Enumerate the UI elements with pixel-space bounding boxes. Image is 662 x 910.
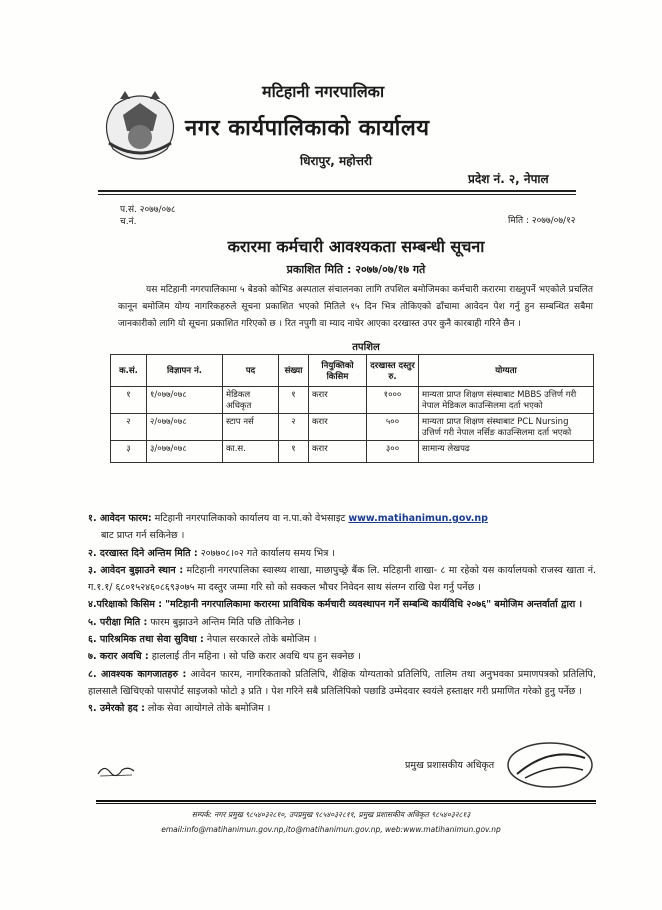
cell-type: करार [309,414,367,441]
cell-fee: ५०० [367,414,419,441]
note-text: २०७७०८।०२ गते कार्यालय समय भित्र । [200,547,335,559]
note-text: नेपाल सरकारले तोके बमोजिम । [206,634,317,646]
note-text: लोक सेवा आयोगले तोके बमोजिम । [147,703,271,715]
vacancy-table [110,354,594,463]
note-label: ३. आवेदन बुझाउने स्थान : [88,564,184,576]
note-label: ४.परिक्षाको किसिम : [88,599,163,611]
note-text: फारम बुझाउने अन्तिम मिति पछि तोकिनेछ । [150,616,301,628]
cell-count: २ [279,414,309,441]
col-header-type: नियुक्तिको किसिम [309,355,367,387]
cell-post: का.स. [223,441,279,463]
nepal-emblem-icon [95,85,185,173]
note-text: मटिहानी नगरपालिका स्वास्थ्य शाखा, माछापुच्छ्रे बैंक लि. मटिहानी शाखा- ८ मा रहेको यस कार्यालयको राजस्व खाता नं. ग.१.१/ ६८०१५२४६०८६९३०७५ मा दस्तुर जम्मा गरि सो को सक्कल भौचर निवेदन साथ संलग्न राखि पेश गर्नु पर्नेछ । [88,564,596,594]
header-divider-thin [98,194,576,195]
cell-count: १ [279,387,309,414]
col-header-post: पद [223,355,279,387]
office-name: नगर कार्यपालिकाको कार्यालय [185,116,430,141]
footer-contact: सम्पर्क: नगर प्रमुख ९८५४०३२८१०, उपप्रमुख ९८५४०३२८११, प्रमुख प्रशासकीय अधिकृत ९८५४०३२८१३ [191,810,471,819]
note-item [88,648,596,665]
footer-email: email:info@matihanimun.gov.np,ito@matihanimun.gov.np, web:www.matihanimun.gov.np [161,825,501,834]
col-header-sn: क.सं. [111,355,147,387]
note-item [88,545,596,562]
footer-divider-thin [96,803,596,804]
cell-post: स्टाप नर्स [223,414,279,441]
cell-type: करार [309,387,367,414]
municipality-name: मटिहानी नगरपालिका [262,82,385,101]
official-stamp-icon [505,740,595,790]
table-row [111,414,594,441]
note-text: हाललाई तीन महिना । सो पछि करार अवधि थप हुन सक्नेछ । [151,651,361,663]
col-header-count: संख्या [279,355,309,387]
col-header-ad-no: विज्ञापन नं. [147,355,223,387]
cell-ad-no: ३/०७७/०७८ [147,441,223,463]
note-text: मटिहानी नगरपालिकाको कार्यालय वा न.पा.को वेभसाइट [154,513,346,524]
cell-post: मेडिकल अधिकृत [223,387,279,414]
note-label: ६. पारिश्रमिक तथा सेवा सुविधा : [88,634,204,646]
table-row [111,441,594,463]
office-location: धिरापुर, महोत्तरी [300,154,372,168]
note-text-cont: बाट प्राप्त गर्न सकिनेछ । [101,530,185,542]
cell-sn: १ [111,387,147,414]
website-link[interactable]: www.matihanimun.gov.np [348,513,488,524]
note-text: आवेदन फारम, नागरिकताको प्रतिलिपि, शैक्षिक योग्यताको प्रतिलिपि, तालिम तथा अनुभवका प्रमाणपत्रको प्रतिलिपि, हालसालै खिचिएको पासपोर्ट साइजको फोटो ३ प्रति । पेश गरिने सबै प्रतिलिपिको पछाडि उम्मेदवार स्वयंले हस्ताक्षर गरी प्रमाणित गरेको हुनु पर्नेछ । [88,668,596,697]
notes-list [88,510,596,718]
table-row [111,387,594,414]
note-label: १. आवेदन फारम: [88,513,152,524]
note-label: ७. करार अवधि : [88,651,149,663]
note-text: "मटिहानी नगरपालिकामा करारमा प्राविधिक कर्मचारी व्यवस्थापन गर्ने सम्बन्धि कार्यविधि २०७६" बमोजिम अन्तर्वार्ता द्वारा । [165,599,583,611]
note-label: ५. परीक्षा मिति : [88,616,148,628]
note-item [88,614,596,631]
note-label: २. दरखास्त दिने अन्तिम मिति : [88,547,198,559]
letter-date: मिति : २०७७/०७/१२ [508,216,576,226]
note-item [88,666,596,701]
published-date: प्रकाशित मिति : २०७७/०७/१७ गते [286,263,426,276]
cell-fee: १००० [367,387,419,414]
cell-ad-no: १/०७७/०७८ [147,387,223,414]
cell-qualification: सामान्य लेखपढ [419,441,594,463]
footer-divider [96,800,596,802]
cell-count: १ [279,441,309,463]
note-item [88,510,596,545]
cell-sn: २ [111,414,147,441]
col-header-qualification: योग्यता [419,355,594,387]
table-header-row [111,355,594,387]
note-label: ९. उमेरको हद : [88,703,145,715]
signatory-title: प्रमुख प्रशासकीय अधिकृत [405,760,495,771]
notice-body [118,282,593,333]
col-header-fee: दरखास्त दस्तुर रु. [367,355,419,387]
table-caption: तपशिल [352,342,380,353]
province-label: प्रदेश नं. २, नेपाल [468,172,549,186]
initial-signature-icon [96,762,138,778]
cell-qualification: मान्यता प्राप्त शिक्षण संस्थाबाट MBBS उत्तिर्ण गरी नेपाल मेडिकल काउन्सिलमा दर्ता भएको [419,387,594,414]
note-item [88,562,596,597]
cell-ad-no: २/०७७/०७८ [147,414,223,441]
header-divider [98,190,576,192]
notice-body-text: यस मटिहानी नगरपालिकामा ५ बेडको कोभिड अस्पताल संचालनका लागि तपशिल बमोजिमका कर्मचारी करारमा राख्नुपर्ने भएकोले प्रचलित कानून बमोजिम योग्य नागरिकहरुले सूचना प्रकाशित भएको मितिले १५ दिन भित्र तोकिएको ढाँचामा आवेदन पेश गर्नु हुन सम्बन्धित सबैमा जानकारीको लागि यो सूचना प्रकाशित गरिएको छ । रित नपुगी वा म्याद नाघेर आएका दरखास्त उपर कुनै कारबाही गरिने छैन । [118,285,593,329]
cell-qualification: मान्यता प्राप्त शिक्षण संस्थाबाट PCL Nursing उत्तिर्ण गरी नेपाल नर्सिङ काउन्सिलमा दर्ता भएको [419,414,594,441]
note-label: ८. आवश्यक कागजातहरु : [88,668,187,680]
reference-number: प.सं. २०७७/०७८ [120,205,176,215]
note-item [88,631,596,648]
note-item [88,596,596,613]
note-item [88,700,596,717]
cell-sn: ३ [111,441,147,463]
notice-title: करारमा कर्मचारी आवश्यकता सम्बन्धी सूचना [227,237,485,256]
cell-fee: ३०० [367,441,419,463]
cell-type: करार [309,441,367,463]
dispatch-number: च.नं. [120,217,137,227]
